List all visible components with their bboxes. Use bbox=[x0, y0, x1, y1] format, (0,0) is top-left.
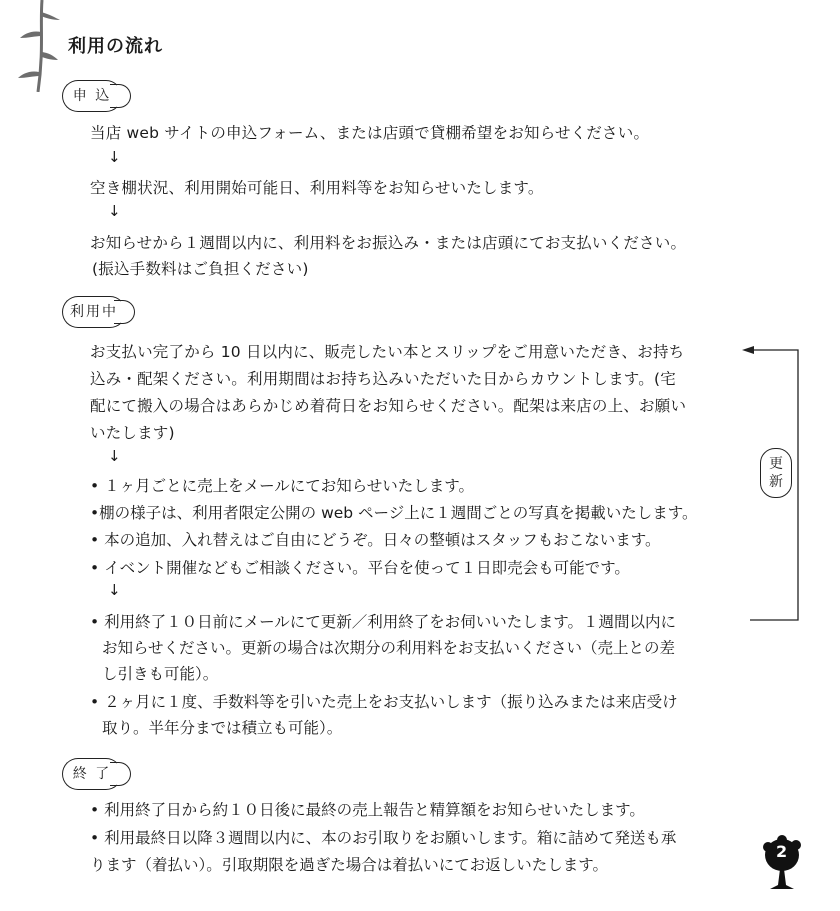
in-use-para-line: いたします) bbox=[90, 424, 175, 442]
end-bullet-cont: ります（着払い）。引取期限を過ぎた場合は着払いにてお返しいたします。 bbox=[90, 856, 609, 874]
in-use-bullet: • ２ヶ月に１度、手数料等を引いた売上をお支払いします（振り込みまたは来店受け bbox=[90, 693, 678, 711]
apply-line-2: 空き棚状況、利用開始可能日、利用料等をお知らせいたします。 bbox=[90, 179, 544, 197]
apply-line-3: お知らせから１週間以内に、利用料をお振込み・または店頭にてお支払いください。 bbox=[90, 234, 687, 252]
in-use-bullet: •棚の様子は、利用者限定公開の web ページ上に１週間ごとの写真を掲載いたします。 bbox=[90, 504, 698, 522]
in-use-para-line: 配にて搬入の場合はあらかじめ着荷日をお知らせください。配架は来店の上、お願い bbox=[90, 397, 687, 415]
renewal-badge bbox=[760, 448, 792, 498]
renewal-badge-char: 更 bbox=[769, 456, 783, 472]
in-use-bullet-cont: し引きも可能）。 bbox=[102, 665, 219, 683]
apply-line-4: (振込手数料はご負担ください) bbox=[92, 260, 309, 278]
page-title: 利用の流れ bbox=[68, 36, 163, 57]
end-bullet: • 利用最終日以降３週間以内に、本のお引取りをお願いします。箱に詰めて発送も承 bbox=[90, 829, 677, 847]
in-use-para-line: 込み・配架ください。利用期間はお持ち込みいただいた日からカウントします。(宅 bbox=[90, 370, 676, 388]
arrow-down-icon: ↓ bbox=[108, 581, 121, 599]
arrow-down-icon: ↓ bbox=[108, 447, 121, 465]
renewal-badge-char: 新 bbox=[769, 474, 783, 490]
in-use-bullet: • 本の追加、入れ替えはご自由にどうぞ。日々の整頓はスタッフもおこないます。 bbox=[90, 531, 661, 549]
section-label-end: 終 了 bbox=[62, 758, 122, 790]
in-use-bullet: • １ヶ月ごとに売上をメールにてお知らせいたします。 bbox=[90, 477, 475, 495]
in-use-bullet-cont: 取り。半年分までは積立も可能）。 bbox=[102, 719, 343, 737]
end-bullet: • 利用終了日から約１０日後に最終の売上報告と精算額をお知らせいたします。 bbox=[90, 801, 645, 819]
in-use-para-line: お支払い完了から 10 日以内に、販売したい本とスリップをご用意いただき、お持ち bbox=[90, 343, 685, 361]
section-label-in-use: 利用中 bbox=[62, 296, 126, 328]
page-number: 2 bbox=[776, 842, 788, 861]
section-label-apply: 申 込 bbox=[62, 80, 122, 112]
arrow-down-icon: ↓ bbox=[108, 148, 121, 166]
in-use-bullet-cont: お知らせください。更新の場合は次期分の利用料をお支払いください（売上との差 bbox=[102, 639, 676, 657]
apply-line-1: 当店 web サイトの申込フォーム、または店頭で貸棚希望をお知らせください。 bbox=[90, 124, 650, 142]
in-use-bullet: • イベント開催などもご相談ください。平台を使って１日即売会も可能です。 bbox=[90, 559, 630, 577]
in-use-bullet: • 利用終了１０日前にメールにて更新／利用終了をお伺いいたします。１週間以内に bbox=[90, 613, 677, 631]
arrow-down-icon: ↓ bbox=[108, 202, 121, 220]
vine-decoration bbox=[14, 0, 64, 92]
